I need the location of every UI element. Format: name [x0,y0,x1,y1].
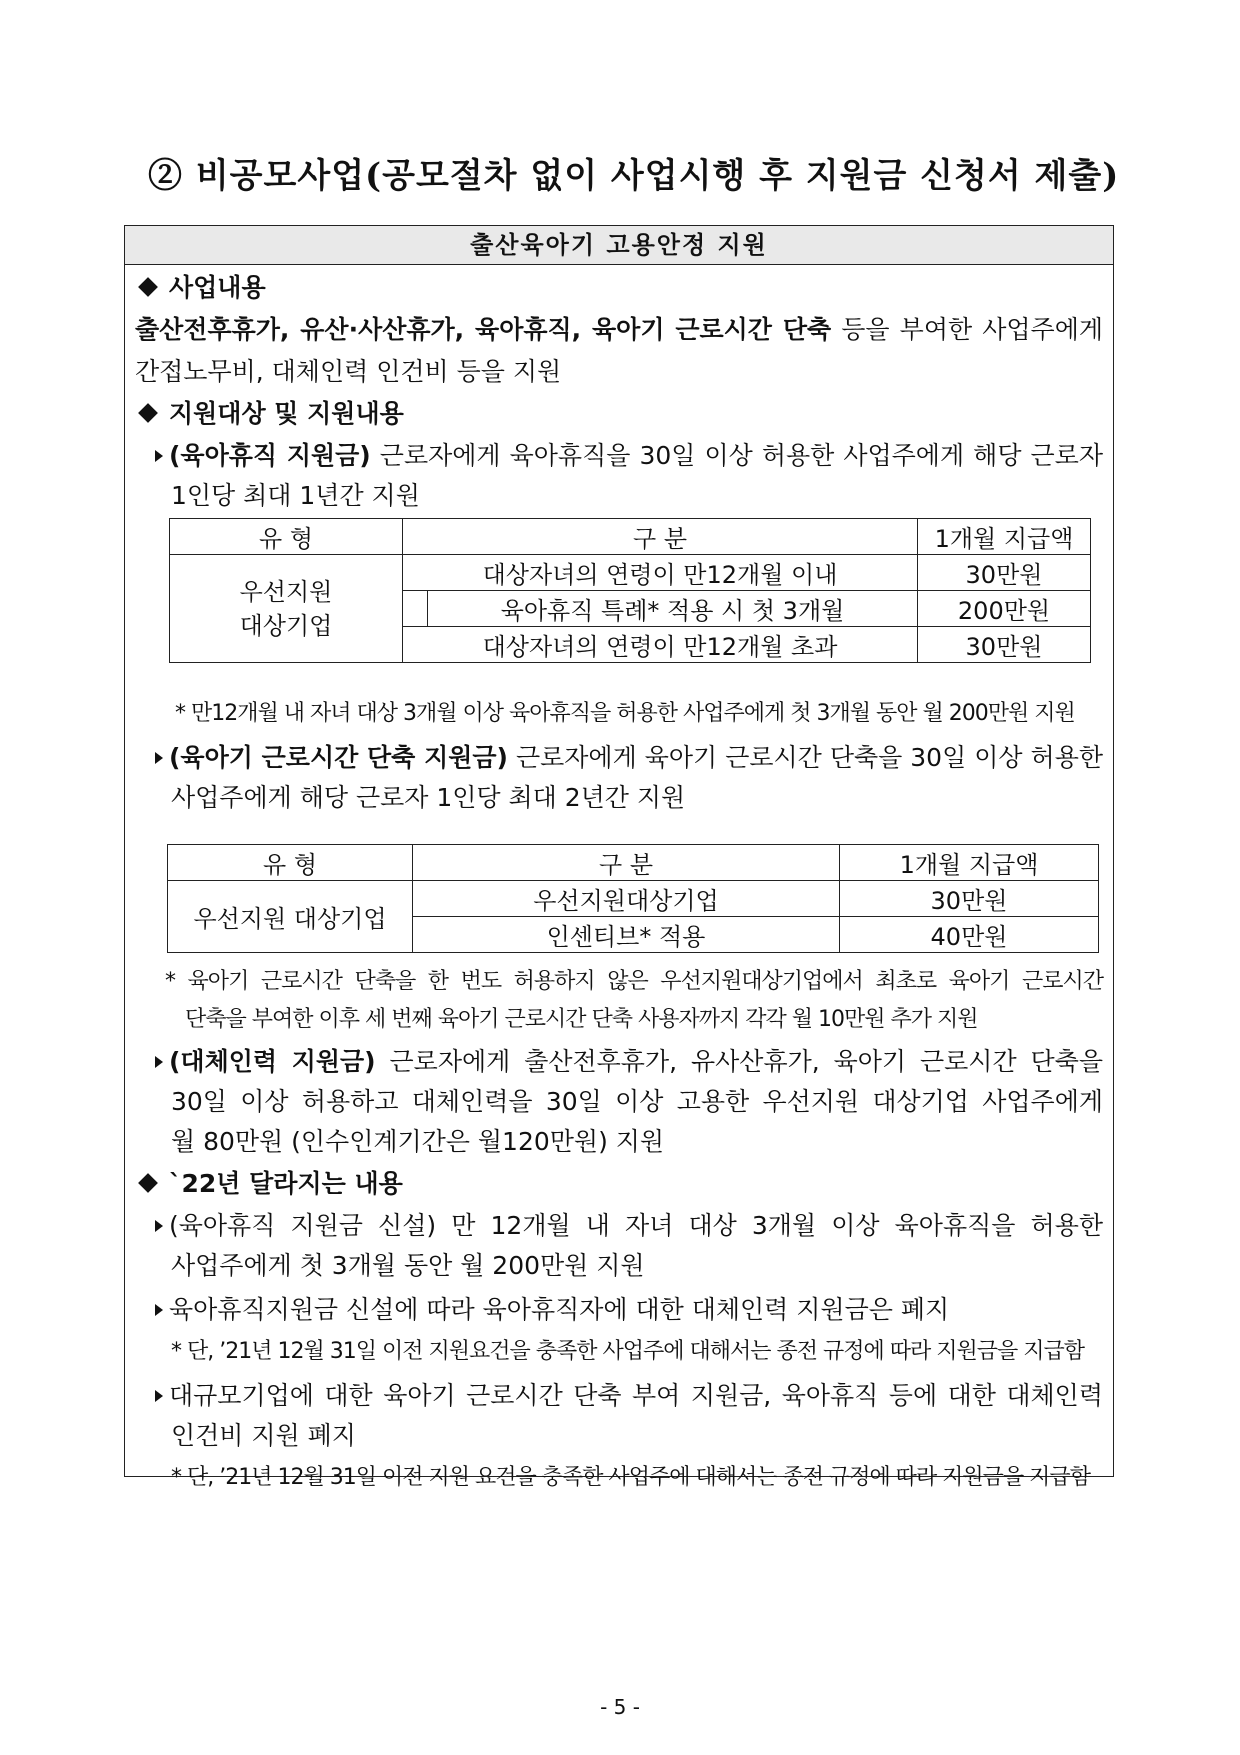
table-reduced-hours [167,844,1099,953]
support-item-3-rest: 근로자에게 출산전후휴가, 유사산휴가, 육아기 근로시간 단축을 [375,1047,1103,1076]
table1-row-1-amount: 30만원 [918,555,1091,591]
section-title: ② 비공모사업(공모절차 없이 사업시행 후 지원금 신청서 제출) [148,156,1120,196]
program-box [124,225,1114,1490]
support-item-2-bold: (육아기 근로시간 단축 지원금) [169,743,508,772]
page-number: - 5 - [600,1695,640,1719]
business-line-1-rest: 등을 부여한 사업주에게 [831,315,1104,344]
changes-item-3 [155,1376,1103,1412]
diamond-bullet-icon [138,1173,158,1193]
box-title: 출산육아기 고용안정 지원 [125,226,1113,265]
table2-row-2-category: 인센티브* 적용 [413,917,840,953]
support-item-3-bold: (대체인력 지원금) [169,1047,376,1076]
support-item-3-line-2: 30일 이상 허용하고 대체인력을 30일 이상 고용한 우선지원 대상기업 사업주에게 [171,1087,1103,1116]
table2-row-1-amount: 30만원 [840,881,1099,917]
changes-item-1 [155,1206,1103,1242]
business-heading [135,268,1103,304]
triangle-bullet-icon [155,752,163,764]
changes-note-1: * 단, ’21년 12월 31일 이전 지원요건을 충족한 사업주에 대해서는 종전 규정에 따라 지원금을 지급함 [171,1339,1084,1364]
changes-item-1-line-2: 사업주에게 첫 3개월 동안 월 200만원 지원 [171,1251,645,1280]
support-item-1-rest: 근로자에게 육아휴직을 30일 이상 허용한 사업주에게 해당 근로자 [370,441,1103,470]
business-line-1-bold: 출산전후휴가, 유산·사산휴가, 육아휴직, 육아기 근로시간 단축 [135,315,832,344]
changes-item-1-text: (육아휴직 지원금 신설) 만 12개월 내 자녀 대상 3개월 이상 육아휴직을 허용한 [169,1211,1103,1240]
table1-row-3-category: 대상자녀의 연령이 만12개월 초과 [403,627,918,663]
support-note-2-line-1: * 육아기 근로시간 단축을 한 번도 허용하지 않은 우선지원대상기업에서 최초로 육아기 근로시간 [165,969,1103,994]
table1-type-cell: 우선지원 대상기업 [170,555,403,663]
diamond-bullet-icon [138,277,158,297]
table2-row-1-category: 우선지원대상기업 [413,881,840,917]
support-item-2-rest: 근로자에게 육아기 근로시간 단축을 30일 이상 허용한 [507,743,1104,772]
diamond-bullet-icon [138,403,158,423]
support-note-2-line-2: 단축을 부여한 이후 세 번째 육아기 근로시간 단축 사용자까지 각각 월 10만원 추가 지원 [185,1007,978,1032]
triangle-bullet-icon [155,1220,163,1232]
business-line-1 [135,310,1103,346]
table1-row-3-amount: 30만원 [918,627,1091,663]
support-note-1: * 만12개월 내 자녀 대상 3개월 이상 육아휴직을 허용한 사업주에게 첫 3개월 동안 월 200만원 지원 [175,701,1075,726]
table1-row-1-category: 대상자녀의 연령이 만12개월 이내 [403,555,918,591]
business-line-2: 간접노무비, 대체인력 인건비 등을 지원 [135,357,562,386]
table2-row-2-amount: 40만원 [840,917,1099,953]
support-heading [135,394,1103,430]
triangle-bullet-icon [155,1056,163,1068]
table2-type-cell: 우선지원 대상기업 [168,881,413,953]
support-item-1-bold: (육아휴직 지원금) [169,441,371,470]
changes-note-2: * 단, ’21년 12월 31일 이전 지원 요건을 충족한 사업주에 대해서는 종전 규정에 따라 지원금을 지급함 [171,1465,1090,1490]
changes-item-3-text: 대규모기업에 대한 육아기 근로시간 단축 부여 지원금, 육아휴직 등에 대한 대체인력 [169,1381,1103,1410]
support-item-2-line-2: 사업주에게 해당 근로자 1인당 최대 2년간 지원 [171,783,686,812]
table1-header-type: 유 형 [170,519,403,555]
triangle-bullet-icon [155,450,163,462]
support-item-3-line-3: 월 80만원 (인수인계기간은 월120만원) 지원 [171,1127,665,1156]
table1-header-category: 구 분 [403,519,918,555]
changes-heading [135,1164,1103,1200]
changes-heading-text: `22년 달라지는 내용 [169,1169,403,1198]
changes-item-2-text: 육아휴직지원금 신설에 따라 육아휴직자에 대한 대체인력 지원금은 폐지 [169,1295,950,1324]
table1-row-2-amount: 200만원 [918,591,1091,627]
triangle-bullet-icon [155,1390,163,1402]
support-item-2 [155,738,1103,774]
table1-row-2-category: 육아휴직 특례* 적용 시 첫 3개월 [428,591,918,627]
table2-header-category: 구 분 [413,845,840,881]
table1-header-amount: 1개월 지급액 [918,519,1091,555]
table2-header-amount: 1개월 지급액 [840,845,1099,881]
support-item-1 [155,436,1103,472]
table-parental-leave [169,518,1091,663]
changes-item-2 [155,1290,1103,1326]
triangle-bullet-icon [155,1304,163,1316]
support-item-3 [155,1042,1103,1078]
changes-item-3-line-2: 인건비 지원 폐지 [171,1421,356,1450]
business-heading-text: 사업내용 [169,273,266,302]
support-heading-text: 지원대상 및 지원내용 [169,399,404,428]
table2-header-type: 유 형 [168,845,413,881]
table1-indent-cell [403,591,428,627]
support-item-1-line-2: 1인당 최대 1년간 지원 [171,481,420,510]
